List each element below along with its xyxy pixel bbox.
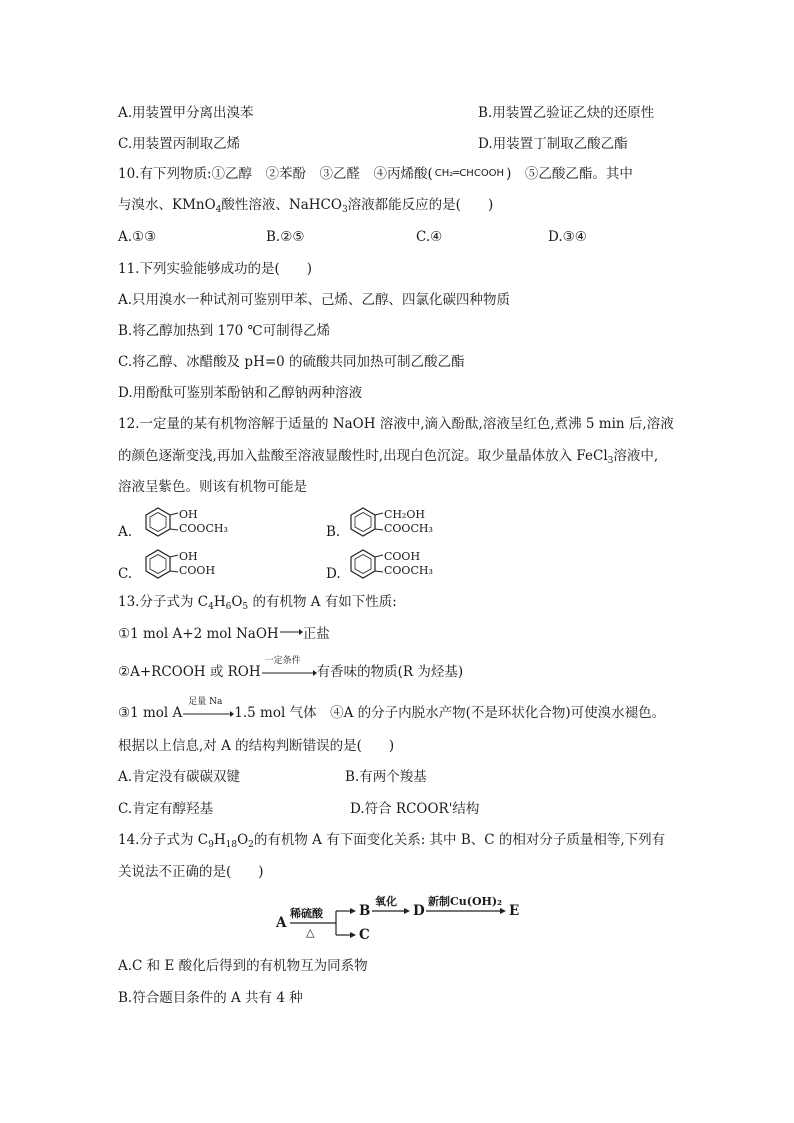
q14-stem-line1 [118,832,665,853]
scheme-cond1-bottom: △ [306,926,315,939]
q12-option-a-group1: OH [179,508,198,521]
q13-property-3-4 [118,697,666,721]
arrow-right-icon [261,668,317,678]
arrow-right-icon [279,627,303,637]
q13-p3-b: 1.5 mol 气体 ④A 的分子内脱水产物(不是环状化合物)可使溴水褪色。 [234,705,666,721]
q10-formula: CH₂═CHCOOH [434,168,505,179]
q13-p1-a: ①1 mol A+2 mol NaOH [118,626,279,642]
q10-line2-b: 酸性溶液、NaHCO [221,197,342,213]
q12-stem-line3: 溶液呈紫色。则该有机物可能是 [118,479,307,495]
q14-sub1: 9 [208,840,214,850]
q10-stem-line2 [118,197,493,218]
q12-stem-line2 [118,448,658,469]
q13-p2-arrow [261,656,317,676]
q12-line2-b: 溶液中, [613,448,659,464]
scheme-d: D [413,903,425,919]
q12-option-c-group2: COOH [179,564,216,577]
q10-option-c: C.④ [416,229,443,245]
q13-p3-a: ③1 mol A [118,705,183,721]
q14-sub3: 2 [248,840,254,850]
q12-option-d-group1: COOH [384,550,421,563]
q9-option-d: D.用装置丁制取乙酸乙酯 [478,136,628,152]
q13-p3-condition: 足量 Na [188,697,223,707]
q11-option-b: B.将乙醇加热到 170 ℃可制得乙烯 [118,323,331,339]
q14-line1-d: 的有机物 A 有下面变化关系: 其中 B、C 的相对分子质量相等,下列有 [253,832,666,848]
q12-option-a-group2: COOCH₃ [179,522,228,535]
q13-p2-b: 有香味的物质(R 为烃基) [316,664,464,680]
q9-option-a: A.用装置甲分离出溴苯 [118,105,254,121]
scheme-cond1-top: 稀硫酸 [290,907,323,920]
q12-option-d-label: D. [326,566,341,582]
q10-option-d: D.③④ [548,229,587,245]
scheme-c: C [359,927,370,943]
q10-line2-sub2: 3 [341,205,348,215]
q9-option-c: C.用装置丙制取乙烯 [118,136,241,152]
q10-line2-c: 溶液都能反应的是( ) [347,197,494,213]
q12-option-b-group2: COOCH₃ [384,522,433,535]
q11-option-a: A.只用溴水一种试剂可鉴别甲苯、己烯、乙醇、四氯化碳四种物质 [118,292,511,308]
q10-line2-a: 与溴水、KMnO [118,197,216,213]
q10-stem-part1: 10.有下列物质:①乙醇 ②苯酚 ③乙醛 ④丙烯酸( [118,166,433,182]
q14-line1-c: O [237,832,249,848]
q14-option-a: A.C 和 E 酸化后得到的有机物互为同系物 [118,958,368,974]
q13-p1-b: 正盐 [302,626,330,642]
q14-stem-line2: 关说法不正确的是( ) [118,864,264,880]
q12-option-c-group1: OH [179,550,198,563]
arrow-right-icon [182,709,234,719]
q14-sub2: 18 [225,840,238,850]
q14-reaction-scheme [276,890,536,950]
scheme-b: B [359,903,371,919]
scheme-a: A [276,915,287,931]
q13-stem-d: 的有机物 A 有如下性质: [248,594,397,610]
q13-stem-b: H [213,594,226,610]
q14-line1-a: 14.分子式为 C [118,832,209,848]
q10-stem-line1 [118,166,633,182]
q12-line2-a: 的颜色逐渐变浅,再加入盐酸至溶液显酸性时,出现白色沉淀。取少量晶体放入 FeCl [118,448,608,464]
q13-option-c: C.肯定有醇羟基 [118,801,214,817]
q13-stem-c: O [231,594,243,610]
q12-option-c-label: C. [118,566,133,582]
q13-p2-condition: 一定条件 [264,656,301,666]
q13-sub3: 5 [242,602,249,612]
q10-option-b: B.②⑤ [266,229,305,245]
q13-stem-a: 13.分子式为 C [118,594,209,610]
q11-option-c: C.将乙醇、冰醋酸及 pH=0 的硫酸共同加热可制乙酸乙酯 [118,354,465,370]
q12-option-a-label: A. [118,524,133,540]
q13-option-a: A.肯定没有碳碳双键 [118,769,241,785]
scheme-cond2: 氧化 [375,895,397,908]
q13-stem [118,594,397,615]
q14-line1-b: H [213,832,226,848]
q13-p3-arrow [182,697,234,717]
q12-option-d-group2: COOCH₃ [384,564,433,577]
q13-property-1 [118,626,330,642]
q13-p2-a: ②A+RCOOH 或 ROH [118,664,261,680]
q12-option-b-label: B. [326,524,341,540]
q10-option-a: A.①③ [118,229,157,245]
q14-option-b: B.符合题目条件的 A 共有 4 种 [118,990,303,1006]
scheme-cond3: 新制Cu(OH)₂ [428,895,502,908]
q12-stem-line1: 12.一定量的某有机物溶解于适量的 NaOH 溶液中,滴入酚酞,溶液呈红色,煮沸 5 min 后,溶液 [118,416,674,432]
q13-sub1: 4 [208,602,214,612]
q11-stem: 11.下列实验能够成功的是( ) [118,261,313,277]
q13-sub2: 6 [225,602,232,612]
q9-option-b: B.用装置乙验证乙炔的还原性 [478,105,655,121]
q13-option-b: B.有两个羧基 [345,769,427,785]
q13-option-d: D.符合 RCOOR'结构 [350,801,480,817]
q12-option-b-group1: CH₂OH [384,508,426,521]
scheme-e: E [509,903,520,919]
q12-line2-sub: 3 [607,456,614,466]
q10-stem-part2: ) ⑤乙酸乙酯。其中 [506,166,633,182]
q13-property-2 [118,656,464,680]
q11-option-d: D.用酚酞可鉴别苯酚钠和乙醇钠两种溶液 [118,385,363,401]
q10-line2-sub1: 4 [215,205,222,215]
q13-conclusion: 根据以上信息,对 A 的结构判断错误的是( ) [118,738,395,754]
